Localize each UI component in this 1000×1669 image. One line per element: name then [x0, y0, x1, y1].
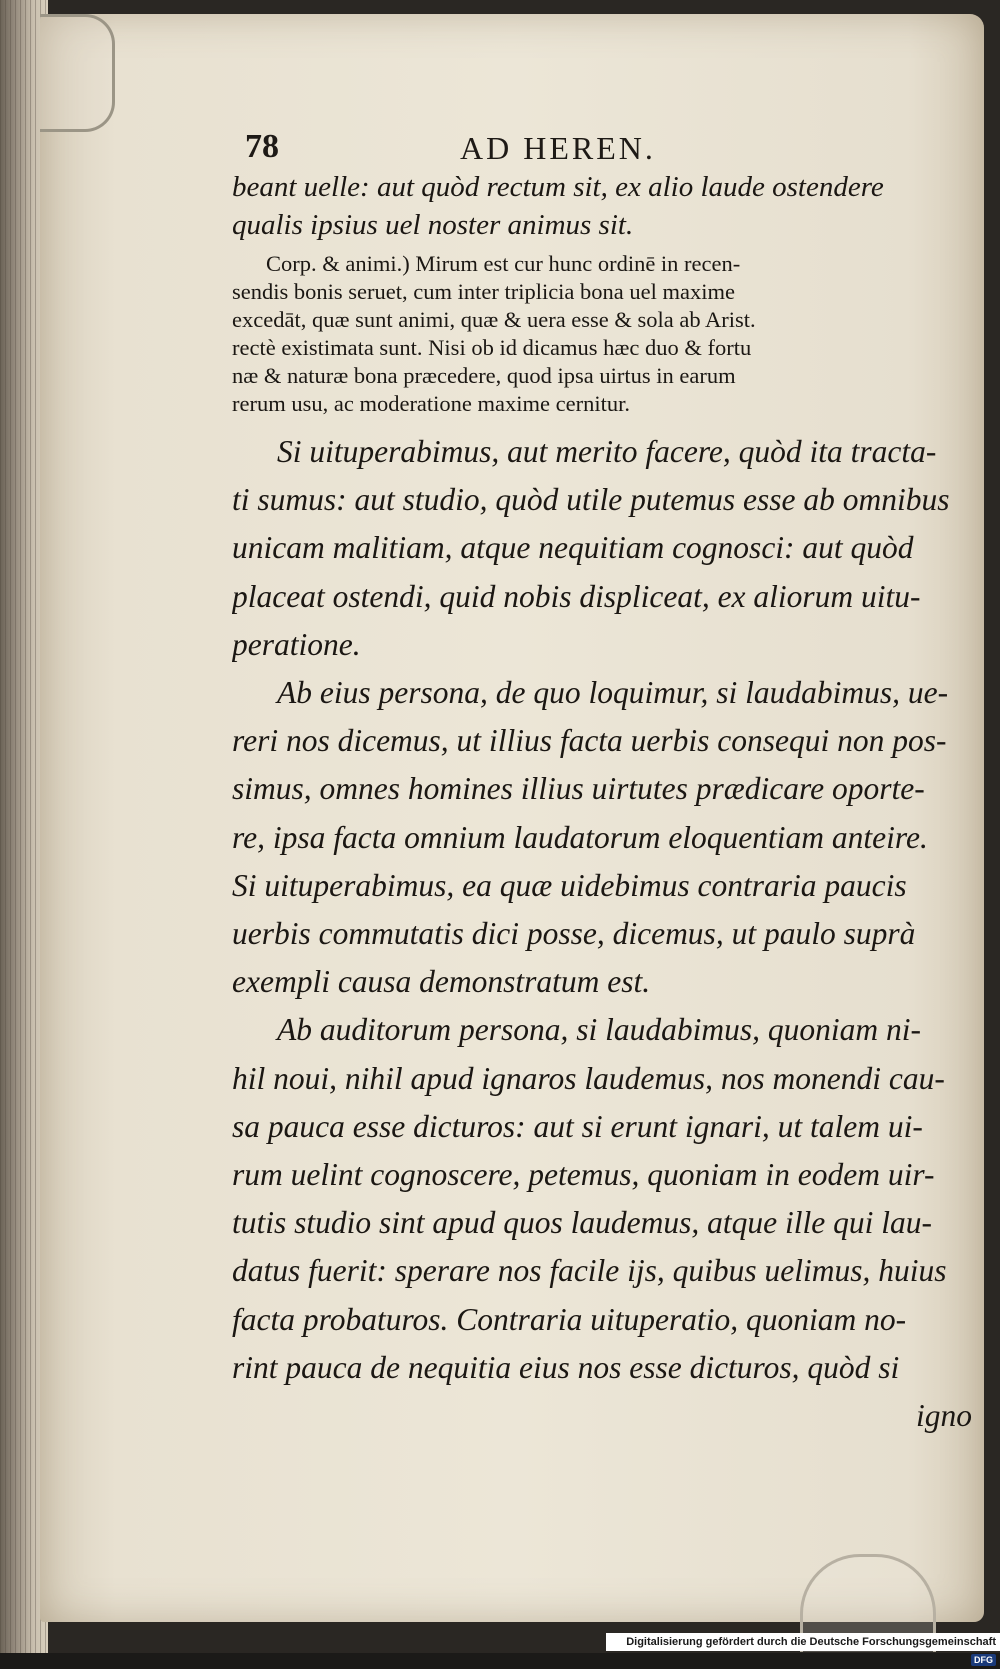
- text-line: peratione.: [232, 626, 361, 662]
- text-line: rint pauca de nequitia eius nos esse dicturos, quòd si: [232, 1349, 900, 1385]
- text-line: re, ipsa facta omnium laudatorum eloquentiam anteire.: [232, 819, 928, 855]
- text-line: hil noui, nihil apud ignaros laudemus, nos monendi cau-: [232, 1060, 945, 1096]
- running-title: AD HEREN.: [460, 130, 656, 166]
- note-line: excedāt, quæ sunt animi, quæ & uera esse & sola ab Arist.: [232, 307, 756, 332]
- note-line: rectè existimata sunt. Nisi ob id dicamus hæc duo & fortu: [232, 335, 752, 360]
- text-line: datus fuerit: sperare nos facile ijs, quibus uelimus, huius: [232, 1253, 947, 1289]
- catchword: igno: [915, 1398, 972, 1434]
- note-line: næ & naturæ bona præcedere, quod ipsa uirtus in earum: [232, 363, 736, 388]
- credit-text: Digitalisierung gefördert durch die Deutsche Forschungsgemeinschaft: [626, 1636, 996, 1648]
- page-clip-top: [40, 14, 115, 132]
- note-line: rerum usu, ac moderatione maxime cernitur.: [232, 391, 630, 416]
- digitization-credit: [606, 1633, 1000, 1665]
- page-number: 78: [245, 128, 279, 165]
- text-line: Si uituperabimus, aut merito facere, quòd ita tracta-: [277, 434, 937, 469]
- text-line: sa pauca esse dicturos: aut si erunt ignari, ut talem ui-: [232, 1108, 923, 1144]
- note-line: sendis bonis seruet, cum inter triplicia bona uel maxime: [232, 279, 735, 304]
- text-line: placeat ostendi, quid nobis displiceat, ex aliorum uitu-: [232, 578, 921, 614]
- text-line: Ab eius persona, de quo loquimur, si laudabimus, ue-: [277, 675, 949, 711]
- text-line: simus, omnes homines illius uirtutes prædicare oporte-: [232, 771, 925, 807]
- page-header: [245, 128, 765, 172]
- text-line: rum uelint cognoscere, petemus, quoniam in eodem uir-: [232, 1157, 935, 1193]
- text-line: tutis studio sint apud quos laudemus, atque ille qui lau-: [232, 1205, 932, 1241]
- text-line: uerbis commutatis dici posse, dicemus, ut paulo suprà: [232, 916, 916, 952]
- text-line: Si uituperabimus, ea quæ uidebimus contraria paucis: [232, 867, 907, 903]
- text-line: qualis ipsius uel noster animus sit.: [232, 209, 634, 241]
- text-line: reri nos dicemus, ut illius facta uerbis consequi non pos-: [232, 723, 947, 759]
- note-line: Corp. & animi.) Mirum est cur hunc ordinē in recen-: [266, 251, 741, 276]
- page-text: [232, 168, 972, 1440]
- text-line: beant uelle: aut quòd rectum sit, ex alio laude ostendere: [232, 171, 884, 203]
- text-line: unicam malitiam, atque nequitiam cognosci: aut quòd: [232, 530, 914, 566]
- text-line: Ab auditorum persona, si laudabimus, quoniam ni-: [277, 1012, 922, 1048]
- dfg-logo-icon: DFG: [971, 1654, 996, 1666]
- text-line: ti sumus: aut studio, quòd utile putemus esse ab omnibus: [232, 482, 950, 518]
- text-line: facta probaturos. Contraria uituperatio, quoniam no-: [232, 1301, 907, 1337]
- text-line: exempli causa demonstratum est.: [232, 964, 651, 1000]
